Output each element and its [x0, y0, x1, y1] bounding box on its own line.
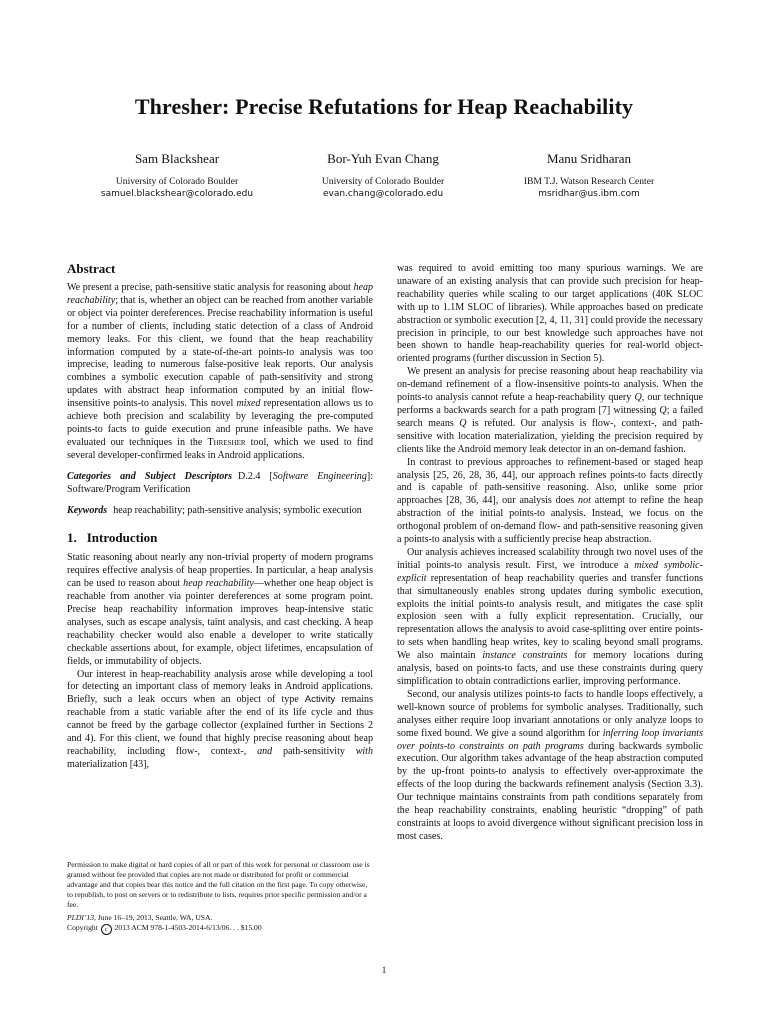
author-affiliation: IBM T.J. Watson Research Center [523, 176, 655, 187]
permission-footnote [67, 860, 373, 935]
categories-descriptors: Categories and Subject Descriptors D.2.4 [Software Engineering]: Software/Program Verification [67, 470, 373, 495]
author-block [62, 150, 292, 201]
author-affiliation: University of Colorado Boulder [321, 176, 445, 187]
page-number: 1 [381, 965, 387, 975]
abstract-paragraph: We present a precise, path-sensitive static analysis for reasoning about heap reachability; that is, whether an object can be reached from another variable or object via pointer dereferences. Precise reachability information is useful for a number of clients, including static detection of a class of Android memory leaks. For this client, we found that the heap reachability information computed by a state-of-the-art points-to analysis was too imprecise, leading to numerous false-positive leak reports. Our analysis combines a symbolic execution capable of path-sensitivity and strong updates with abstract heap information computed by an initial flow-insensitive points-to analysis. This novel mixed representation allows us to achieve both precision and scalability by leveraging the pre-computed points-to facts to guide execution and prune infeasible paths. We have evaluated our techniques in the Thresher tool, which we used to find several developer-confirmed leaks in Android applications. [67, 282, 374, 461]
introduction-heading: 1. Introduction [67, 530, 158, 546]
body-paragraph: We present an analysis for precise reasoning about heap reachability via on-demand refinement of a flow-insensitive points-to analysis. When the points-to analysis cannot refute a heap-reachability query Q, our technique performs a backwards search for a path program [7] witnessing Q; a failed search means Q is refuted. Our analysis is flow-, context-, and path-sensitive with location materialization, yielding the precision required by clients like the Android memory leak detector in an on-demand fashion. [397, 366, 704, 455]
paper-title: Thresher: Precise Refutations for Heap Reachability [134, 94, 634, 119]
permission-notice: Permission to make digital or hard copies of all or part of this work for personal or classroom use is granted without fee provided that copies are not made or distributed for profit or commercial advantage and that copies bear this notice and the full citation on the first page. To copy otherwise, to republish, to post on servers or to redistribute to lists, requires prior specific permission and/or a fee. [67, 860, 370, 909]
body-paragraph: In contrast to previous approaches to refinement-based or staged heap analysis [25, 26, 28, 36, 44], our approach refines points-to facts directly and is capable of path-sensitive reasoning. Also, unlike some prior approaches [28, 36, 44], our analysis does not attempt to refine the heap abstraction of the initial points-to analysis. Instead, we focus on the orthogonal problem of on-demand flow- and path-sensitive reasoning given a points-to analysis with a sufficiently precise heap abstraction. [397, 456, 704, 546]
copyright-line: Copyright c 2013 ACM 978-1-4503-2014-6/13/06. . . $15.00 [67, 923, 262, 933]
author-email: msridhar@us.ibm.com [538, 189, 640, 199]
right-column [397, 263, 703, 844]
author-block [268, 150, 498, 201]
author-block [474, 150, 704, 201]
body-paragraph: was required to avoid emitting too many spurious warnings. We are unaware of an existing analysis that can provide such precision for heap-reachability queries while scaling to our target applications (40K SLOC with up to 1.1M SLOC of libraries). While approaches based on predicate abstraction or symbolic execution [2, 4, 11, 31] could provide the necessary precision in principle, to our best knowledge such approaches have not been shown to handle heap-reachability queries for real-world object-oriented programs (further discussion in Section 5). [397, 263, 703, 365]
left-column [67, 261, 373, 772]
author-name: Manu Sridharan [546, 151, 632, 166]
intro-paragraph: Static reasoning about nearly any non-trivial property of modern programs requires effective analysis of heap properties. In particular, a heap analysis can be used to reason about heap reachability—whether one heap object is reachable from another via pointer dereferences at some program point. Precise heap reachability information improves heap-intensive static analyses, such as escape analysis, taint analysis, and cast checking. A heap reachability checker would also enable a developer to write statically checkable assertions about, for example, object lifetimes, encapsulation of fields, or immutability of objects. [67, 552, 373, 667]
author-name: Sam Blackshear [134, 151, 220, 166]
copyright-icon: c [101, 924, 112, 935]
author-email: samuel.blackshear@colorado.edu [100, 189, 254, 199]
body-paragraph: Our analysis achieves increased scalability through two novel uses of the initial points-to analysis result. First, we introduce a mixed symbolic-explicit representation of heap reachability queries and transfer functions that simultaneously enables strong updates during symbolic execution, exploits the initial points-to analysis result, and mitigates the case split explosion seen with a fully explicit representation. Crucially, our representation allows the analysis to avoid case-splitting over entire points-to sets when handling heap writes, key to scaling beyond small programs. We also maintain instance constraints for memory locations during analysis, based on points-to facts, and use these constraints during query simplification to obtain contradictions earlier, improving performance. [397, 546, 704, 687]
conference-line: PLDI’13, June 16–19, 2013, Seattle, WA, USA. [67, 913, 213, 922]
author-name: Bor-Yuh Evan Chang [327, 151, 439, 166]
keywords: Keywords heap reachability; path-sensitive analysis; symbolic execution [67, 504, 362, 516]
abstract-heading: Abstract [67, 261, 116, 276]
author-email: evan.chang@colorado.edu [322, 189, 444, 199]
intro-paragraph: Our interest in heap-reachability analysis arose while developing a tool for detecting an important class of memory leaks in Android applications. Briefly, such a leak occurs when an object of type Activity remains reachable from a static variable after the end of its life cycle and thus cannot be freed by the garbage collector (explained further in Sections 2 and 4). For this client, we found that highly precise reasoning about heap reachability, including flow-, context-, and path-sensitivity with materialization [43], [67, 668, 373, 770]
author-affiliation: University of Colorado Boulder [115, 176, 239, 187]
body-paragraph: Second, our analysis utilizes points-to facts to handle loops effectively, a well-known source of problems for symbolic analyses. Traditionally, such analyses either require loop invariant annotations or only analyze loops to some fixed bound. We give a sound algorithm for inferring loop invariants over points-to constraints on path programs during backwards symbolic execution. Our algorithm takes advantage of the heap abstraction computed by the up-front points-to analysis to effectively over-approximate the effects of the loop during the backwards refinement analysis (Section 3.3). Our technique maintains constraints from path conditions separately from the heap reachability constraints, enabling heuristic “dropping” of path constraints at loops to avoid divergence without significant precision loss in most cases. [397, 688, 704, 842]
